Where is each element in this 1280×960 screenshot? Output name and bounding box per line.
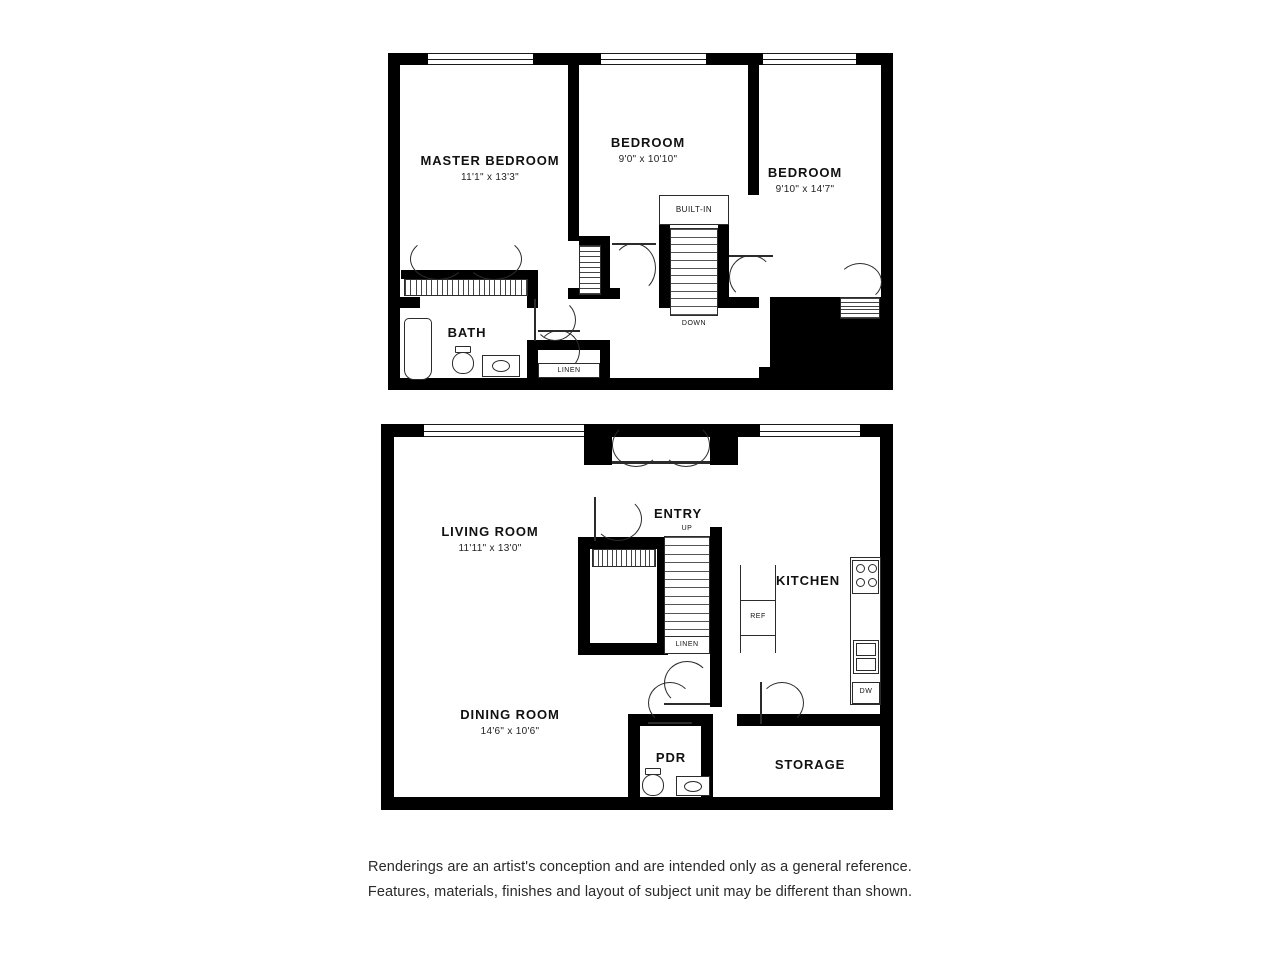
entry-door-arc-right (662, 423, 710, 467)
upper-bath-wall-top (400, 297, 420, 308)
storage-door-panel (760, 682, 762, 724)
room-label-living-room (390, 524, 590, 556)
bath-name: BATH (447, 325, 487, 340)
storage-door-arc (760, 682, 804, 724)
kitchen-sink-basin-right (856, 658, 876, 671)
burner-2 (868, 564, 877, 573)
upper-linen-wall-right (600, 340, 610, 378)
entry-door-arc-left (612, 423, 660, 467)
upper-stairs-down (670, 228, 718, 316)
pdr-door-arc (648, 682, 692, 724)
master-bedroom-door-panel (534, 299, 536, 341)
bedroom2-closet-hatch (579, 245, 601, 295)
bath-door-panel (538, 330, 580, 332)
room-label-kitchen (748, 573, 868, 589)
built-in-label: BUILT-IN (675, 205, 713, 214)
lower-stair-wall-right (710, 527, 722, 707)
room-label-bedroom-2 (573, 135, 723, 167)
burner-1 (856, 564, 865, 573)
bedroom-3-dims: 9'10" x 14'7" (775, 184, 835, 196)
burner-4 (868, 578, 877, 587)
entry-wall-right (710, 424, 738, 465)
window-master-bedroom (428, 53, 533, 65)
living-room-dims: 11'11" x 13'0" (458, 543, 522, 555)
lower-closet-wall-bottom (578, 643, 668, 655)
bedroom3-closet-door-arc (838, 263, 882, 301)
window-kitchen (760, 424, 860, 437)
window-bedroom-3 (763, 53, 856, 65)
bedroom2-closet-wall-right (601, 236, 610, 298)
toilet-tank-lower (645, 768, 661, 775)
room-label-pdr (631, 750, 711, 766)
kitchen-name: KITCHEN (775, 573, 841, 588)
sink-basin-upper (492, 360, 510, 372)
storage-name: STORAGE (774, 757, 846, 772)
kitchen-sink-basin-left (856, 643, 876, 656)
entry-name: ENTRY (653, 506, 703, 521)
upper-bath-wall-right (527, 270, 538, 308)
window-living-room (424, 424, 584, 437)
upper-lower-right-fill (759, 367, 881, 378)
room-label-bedroom-3 (730, 165, 880, 197)
upper-wall-bottom (388, 378, 893, 390)
disclaimer-line-1: Renderings are an artist's conception and are intended only as a general reference. (368, 859, 912, 875)
master-closet-door-arc-left (410, 238, 466, 280)
pdr-door-panel (648, 722, 692, 724)
pdr-name: PDR (655, 750, 687, 765)
master-closet-hatch (404, 279, 528, 296)
room-label-entry (618, 506, 738, 522)
sink-basin-lower (684, 781, 702, 792)
bedroom-2-name: BEDROOM (610, 135, 686, 150)
bedroom3-door-arc (729, 255, 773, 299)
room-label-storage (750, 757, 870, 773)
master-bedroom-dims: 11'1" x 13'3" (460, 172, 519, 184)
linen-label-lower: LINEN (675, 641, 699, 648)
upper-bath-wall-bottom-div (527, 340, 538, 378)
linen-label-upper: LINEN (557, 367, 581, 374)
living-room-name: LIVING ROOM (441, 524, 539, 539)
upper-wall-left (388, 53, 400, 390)
window-bedroom-2 (601, 53, 706, 65)
room-label-dining-room (410, 707, 610, 739)
room-label-master-bedroom (390, 153, 590, 185)
dishwasher-label: DW (859, 688, 873, 695)
bedroom-3-name: BEDROOM (767, 165, 843, 180)
lower-wall-right (880, 424, 893, 810)
toilet-upper (452, 352, 474, 374)
dining-room-dims: 14'6" x 10'6" (480, 726, 540, 738)
coat-closet-door-panel (594, 497, 596, 541)
toilet-lower (642, 774, 664, 796)
refrigerator-label: REF (750, 613, 766, 620)
toilet-tank-upper (455, 346, 471, 353)
lower-wall-bottom (381, 797, 893, 810)
stairs-up-label: UP (681, 525, 693, 532)
dining-room-name: DINING ROOM (460, 707, 560, 722)
storage-wall-top (737, 714, 881, 726)
upper-wall-right (881, 53, 893, 390)
master-closet-door-arc-right (466, 238, 522, 280)
entry-wall-left (584, 424, 612, 465)
coat-closet-hatch (592, 549, 656, 567)
stairs-down-label: DOWN (681, 320, 707, 327)
lower-wall-left (381, 424, 394, 810)
bedroom2-door-arc (612, 243, 656, 293)
bedroom2-door-panel (612, 243, 656, 245)
bedroom3-door-panel (729, 255, 773, 257)
room-label-bath (420, 325, 514, 341)
lower-stairs-up (664, 536, 710, 640)
bedroom-2-dims: 9'0" x 10'10" (618, 154, 678, 166)
master-bedroom-name: MASTER BEDROOM (420, 153, 560, 168)
disclaimer-line-2: Features, materials, finishes and layout of subject unit may be different than shown. (367, 884, 913, 900)
